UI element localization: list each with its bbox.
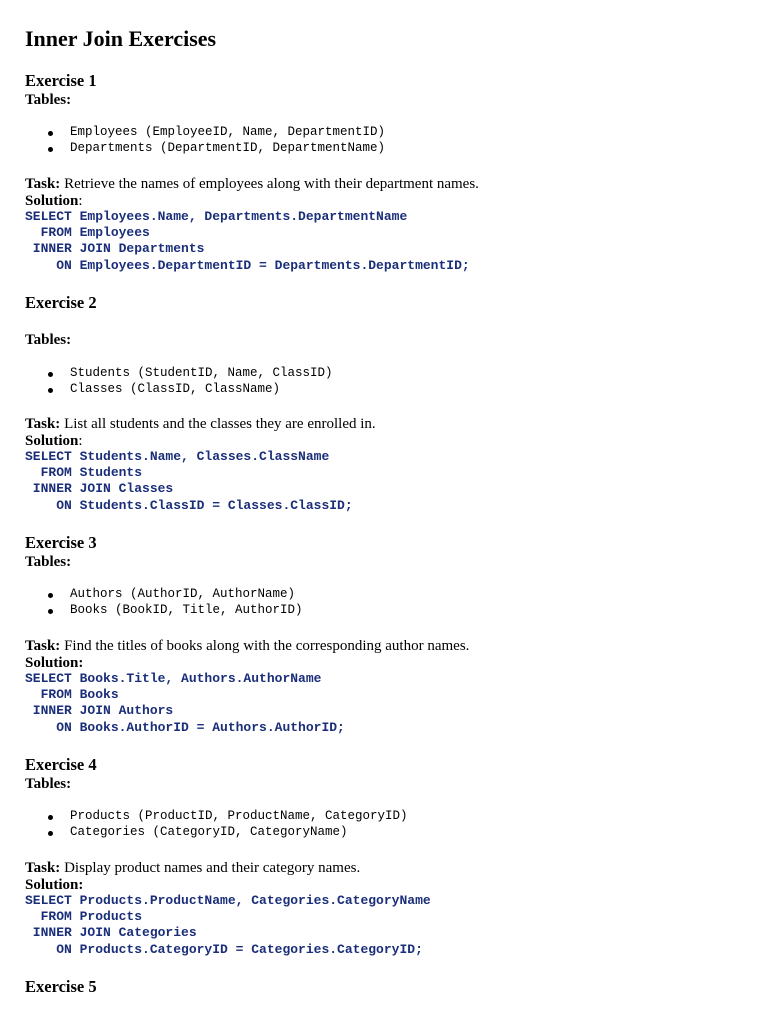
exercise-3-tables-label: Tables: xyxy=(25,554,72,570)
exercise-2-tables-label: Tables: xyxy=(25,332,72,348)
code-line: INNER JOIN Categories xyxy=(25,925,197,941)
code-line: ON Products.CategoryID = Categories.CategoryID; xyxy=(25,941,423,957)
exercise-4-tables-list xyxy=(25,809,408,840)
code-line: FROM Employees xyxy=(25,225,150,241)
exercise-1-tables-list xyxy=(25,125,385,156)
code-line: INNER JOIN Departments xyxy=(25,241,205,257)
task-text: List all students and the classes they are enrolled in. xyxy=(64,416,376,432)
code-line: ON Students.ClassID = Classes.ClassID; xyxy=(25,497,353,513)
exercise-3-tables-list xyxy=(25,587,303,618)
exercise-3-solution-label: Solution: xyxy=(25,655,84,671)
exercise-2-solution-label xyxy=(25,432,83,450)
code-line: FROM Products xyxy=(25,909,143,925)
exercise-3-sql xyxy=(25,671,345,736)
list-item: Departments (DepartmentID, DepartmentName) xyxy=(25,141,385,157)
exercise-3-task xyxy=(25,637,469,655)
exercise-4-task xyxy=(25,859,360,877)
exercise-3-heading: Exercise 3 xyxy=(25,533,97,552)
task-text: Retrieve the names of employees along with their department names. xyxy=(64,176,479,192)
code-line: FROM Students xyxy=(25,465,143,481)
code-line: SELECT Books.Title, Authors.AuthorName xyxy=(25,671,322,686)
code-line: INNER JOIN Classes xyxy=(25,481,174,497)
exercise-2-tables-list xyxy=(25,366,333,397)
task-label: Task: xyxy=(25,416,61,432)
code-line: ON Books.AuthorID = Authors.AuthorID; xyxy=(25,719,345,735)
exercise-1-solution-label xyxy=(25,192,83,210)
page-title: Inner Join Exercises xyxy=(25,26,217,51)
code-line: ON Employees.DepartmentID = Departments.DepartmentID; xyxy=(25,257,470,273)
solution-colon: : xyxy=(78,193,83,209)
list-item: Authors (AuthorID, AuthorName) xyxy=(25,587,303,603)
code-line: FROM Books xyxy=(25,687,119,703)
exercise-1-sql xyxy=(25,209,470,274)
exercise-1-heading: Exercise 1 xyxy=(25,71,97,90)
exercise-2-sql xyxy=(25,449,353,514)
exercise-4-solution-label: Solution: xyxy=(25,877,84,893)
exercise-4-heading: Exercise 4 xyxy=(25,755,97,774)
code-line: SELECT Students.Name, Classes.ClassName xyxy=(25,449,330,464)
code-line: SELECT Employees.Name, Departments.DepartmentName xyxy=(25,209,408,224)
list-item: Products (ProductID, ProductName, CategoryID) xyxy=(25,809,408,825)
exercise-2-task xyxy=(25,415,376,433)
exercise-5-heading: Exercise 5 xyxy=(25,977,97,996)
list-item: Students (StudentID, Name, ClassID) xyxy=(25,366,333,382)
list-item: Categories (CategoryID, CategoryName) xyxy=(25,825,408,841)
exercise-4-sql xyxy=(25,893,431,958)
list-item: Classes (ClassID, ClassName) xyxy=(25,382,333,398)
task-label: Task: xyxy=(25,176,61,192)
exercise-4-tables-label: Tables: xyxy=(25,776,72,792)
solution-label: Solution xyxy=(25,193,79,209)
exercise-2-heading: Exercise 2 xyxy=(25,293,97,312)
code-line: INNER JOIN Authors xyxy=(25,703,174,719)
task-label: Task: xyxy=(25,638,61,654)
task-text: Find the titles of books along with the corresponding author names. xyxy=(64,638,470,654)
solution-label: Solution xyxy=(25,433,79,449)
list-item: Employees (EmployeeID, Name, DepartmentID) xyxy=(25,125,385,141)
task-label: Task: xyxy=(25,860,61,876)
exercise-1-task xyxy=(25,175,479,193)
solution-colon: : xyxy=(78,433,83,449)
list-item: Books (BookID, Title, AuthorID) xyxy=(25,603,303,619)
code-line: SELECT Products.ProductName, Categories.CategoryName xyxy=(25,893,431,908)
exercise-1-tables-label: Tables: xyxy=(25,92,72,108)
task-text: Display product names and their category names. xyxy=(64,860,361,876)
